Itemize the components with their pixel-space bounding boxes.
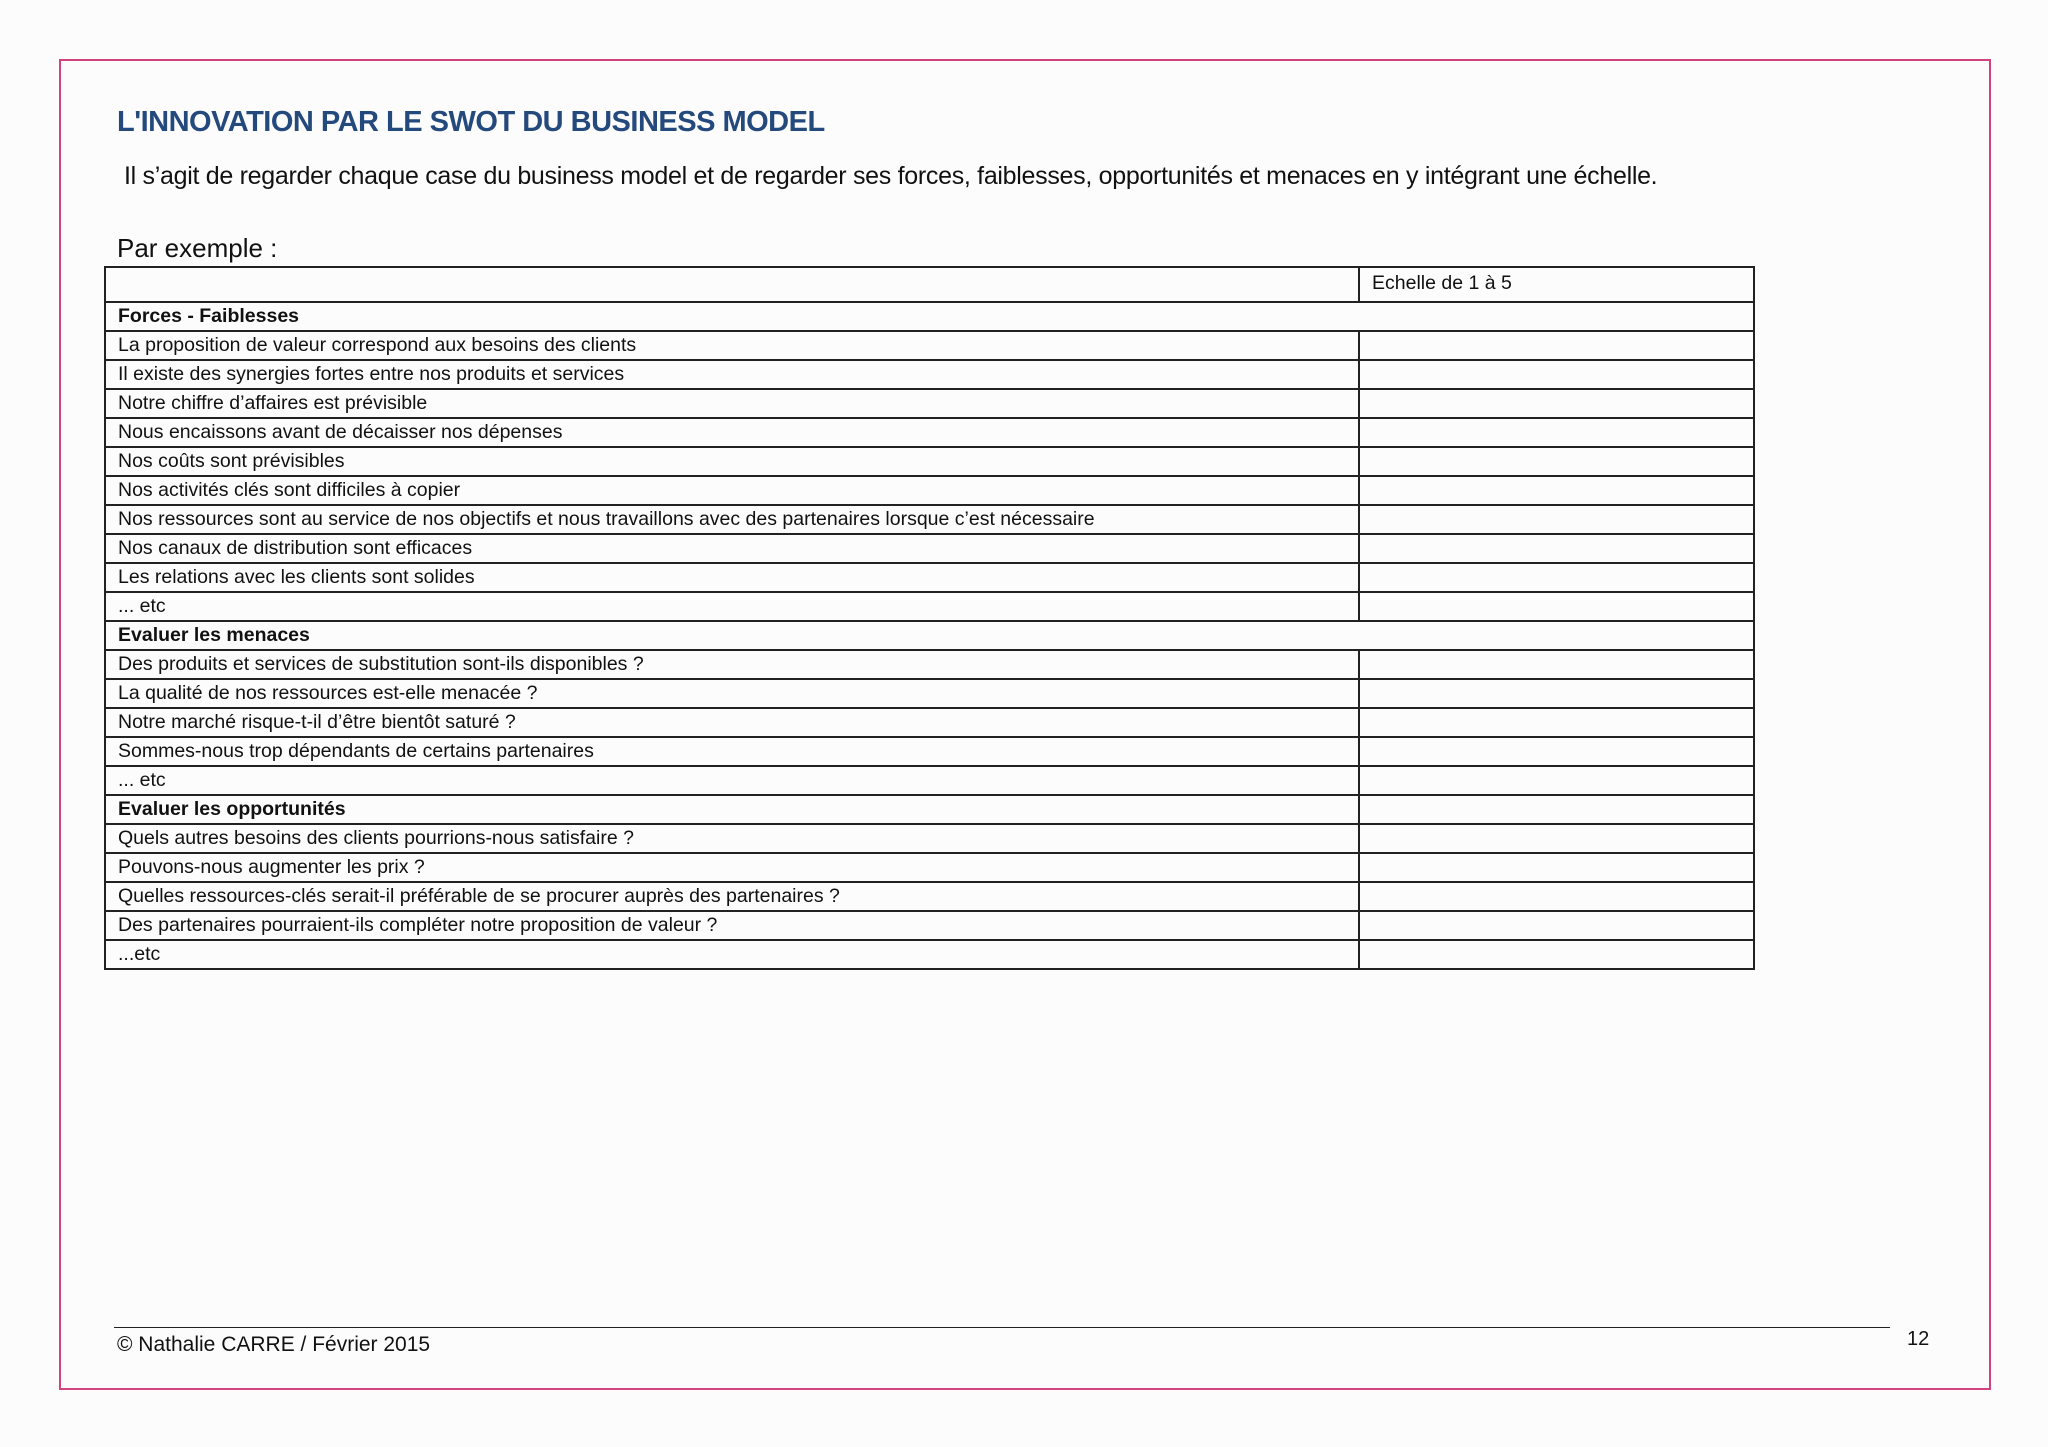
scale-cell[interactable]	[1359, 360, 1754, 389]
criterion-cell: Nous encaissons avant de décaisser nos dépenses	[105, 418, 1359, 447]
intro-paragraph: Il s’agit de regarder chaque case du business model et de regarder ses forces, faiblesses, opportunités et menaces en y intégrant une échelle.	[124, 162, 1658, 190]
scale-cell[interactable]	[1359, 534, 1754, 563]
scale-cell[interactable]	[1359, 882, 1754, 911]
scale-cell[interactable]	[1359, 505, 1754, 534]
scale-cell[interactable]	[1359, 476, 1754, 505]
table-row	[105, 940, 1754, 969]
section-heading: Evaluer les opportunités	[105, 795, 1359, 824]
criterion-cell: Nos canaux de distribution sont efficaces	[105, 534, 1359, 563]
scale-cell[interactable]	[1359, 650, 1754, 679]
table-row	[105, 592, 1754, 621]
scale-cell[interactable]	[1359, 679, 1754, 708]
criterion-cell: Sommes-nous trop dépendants de certains partenaires	[105, 737, 1359, 766]
table-row	[105, 824, 1754, 853]
criterion-cell: Nos activités clés sont difficiles à copier	[105, 476, 1359, 505]
table-header-row	[105, 267, 1754, 302]
scale-cell[interactable]	[1359, 708, 1754, 737]
criterion-cell: Il existe des synergies fortes entre nos produits et services	[105, 360, 1359, 389]
swot-table	[104, 266, 1755, 970]
table-row	[105, 853, 1754, 882]
scale-cell[interactable]	[1359, 447, 1754, 476]
table-row	[105, 389, 1754, 418]
header-cell-criteria	[105, 267, 1359, 302]
table-row	[105, 331, 1754, 360]
criterion-cell: Notre chiffre d’affaires est prévisible	[105, 389, 1359, 418]
criterion-cell: Des partenaires pourraient-ils compléter notre proposition de valeur ?	[105, 911, 1359, 940]
footer-divider	[114, 1327, 1890, 1328]
table-row	[105, 418, 1754, 447]
table-row	[105, 534, 1754, 563]
scale-cell[interactable]	[1359, 737, 1754, 766]
scale-cell[interactable]	[1359, 853, 1754, 882]
scale-cell[interactable]	[1359, 824, 1754, 853]
table-row	[105, 505, 1754, 534]
criterion-cell: La qualité de nos ressources est-elle menacée ?	[105, 679, 1359, 708]
scale-cell[interactable]	[1359, 563, 1754, 592]
criterion-cell: Des produits et services de substitution sont-ils disponibles ?	[105, 650, 1359, 679]
table-row	[105, 679, 1754, 708]
criterion-cell: Nos coûts sont prévisibles	[105, 447, 1359, 476]
table-row	[105, 650, 1754, 679]
scale-cell[interactable]	[1359, 331, 1754, 360]
criterion-cell: ...etc	[105, 940, 1359, 969]
table-row	[105, 737, 1754, 766]
scale-cell[interactable]	[1359, 766, 1754, 795]
table-row	[105, 882, 1754, 911]
criterion-cell: Nos ressources sont au service de nos objectifs et nous travaillons avec des partenaires lorsque c’est nécessaire	[105, 505, 1359, 534]
table-row	[105, 360, 1754, 389]
table-row	[105, 766, 1754, 795]
criterion-cell: Les relations avec les clients sont solides	[105, 563, 1359, 592]
table-row	[105, 563, 1754, 592]
section-heading: Forces - Faiblesses	[105, 302, 1754, 331]
section-row	[105, 795, 1754, 824]
section-row	[105, 621, 1754, 650]
scale-cell[interactable]	[1359, 592, 1754, 621]
header-cell-scale: Echelle de 1 à 5	[1359, 267, 1754, 302]
example-label: Par exemple :	[117, 233, 278, 263]
page-number: 12	[1907, 1328, 1930, 1350]
criterion-cell: La proposition de valeur correspond aux besoins des clients	[105, 331, 1359, 360]
table-row	[105, 447, 1754, 476]
section-row	[105, 302, 1754, 331]
scale-cell[interactable]	[1359, 418, 1754, 447]
footer-copyright: © Nathalie CARRE / Février 2015	[117, 1333, 431, 1356]
scale-cell[interactable]	[1359, 911, 1754, 940]
scale-cell[interactable]	[1359, 795, 1754, 824]
criterion-cell: ... etc	[105, 766, 1359, 795]
page-title: L'INNOVATION PAR LE SWOT DU BUSINESS MODEL	[117, 106, 825, 138]
table-row	[105, 708, 1754, 737]
criterion-cell: Quelles ressources-clés serait-il préférable de se procurer auprès des partenaires ?	[105, 882, 1359, 911]
scale-cell[interactable]	[1359, 389, 1754, 418]
criterion-cell: ... etc	[105, 592, 1359, 621]
criterion-cell: Quels autres besoins des clients pourrions-nous satisfaire ?	[105, 824, 1359, 853]
criterion-cell: Pouvons-nous augmenter les prix ?	[105, 853, 1359, 882]
table-row	[105, 911, 1754, 940]
section-heading: Evaluer les menaces	[105, 621, 1754, 650]
criterion-cell: Notre marché risque-t-il d’être bientôt saturé ?	[105, 708, 1359, 737]
table-row	[105, 476, 1754, 505]
scale-cell[interactable]	[1359, 940, 1754, 969]
